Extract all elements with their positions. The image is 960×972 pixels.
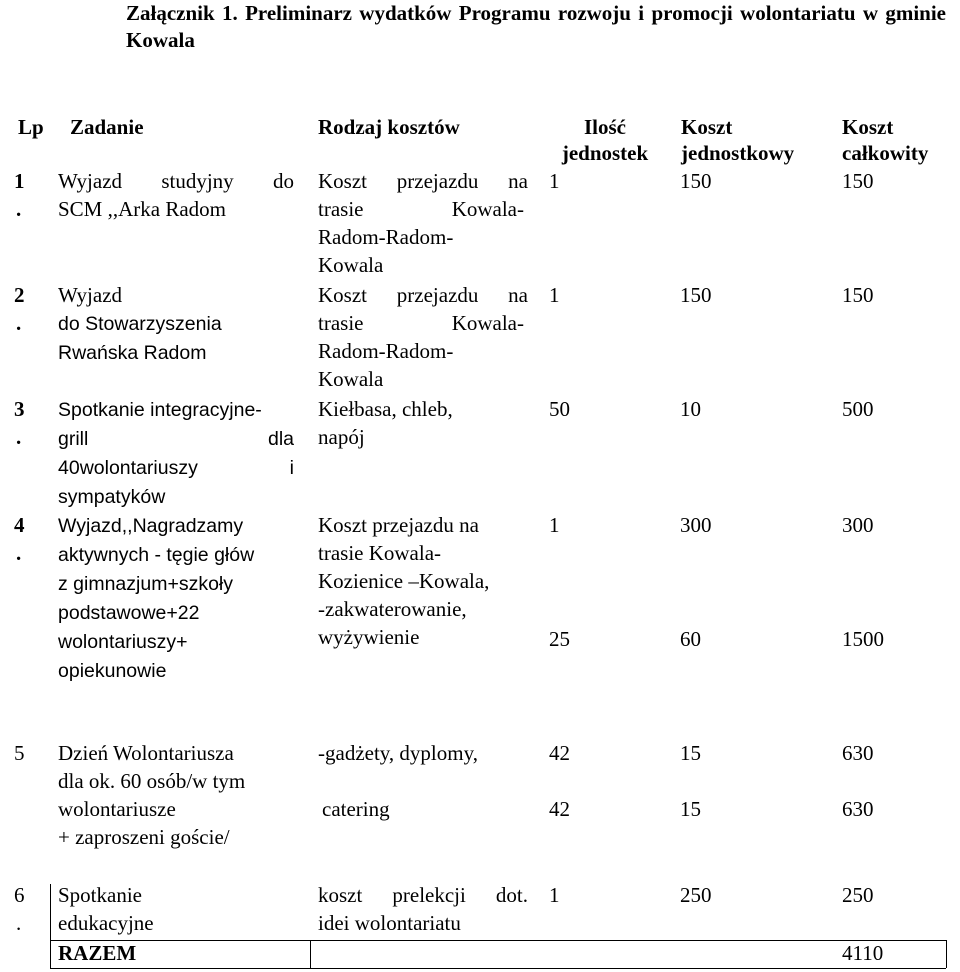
row-divider <box>50 968 946 969</box>
header-koszt-jednostkowy-line1: Koszt <box>681 115 733 139</box>
row-lp-dot: . <box>16 311 22 335</box>
row-rodzaj-line: -gadżety, dyplomy, <box>318 741 478 765</box>
row-rodzaj-line: Kowala <box>318 253 384 277</box>
row-koszt-jednostkowy: 300 <box>680 513 712 537</box>
row-rodzaj-line: napój <box>318 425 365 449</box>
row-ilosc: 1 <box>549 169 560 193</box>
row-lp-dot: . <box>16 425 22 449</box>
row-lp-number: 3 <box>14 397 25 421</box>
row-zadanie-line: Spotkanie <box>58 883 142 907</box>
row-koszt-jednostkowy: 10 <box>680 397 701 421</box>
header-lp: Lp <box>18 115 44 139</box>
row-koszt-calkowity: 500 <box>842 397 874 421</box>
row-rodzaj-line: catering <box>322 797 390 821</box>
row-lp-number: 6 <box>14 883 25 907</box>
row-zadanie-line: podstawowe+22 <box>58 602 200 624</box>
row-ilosc-second: 25 <box>549 627 570 651</box>
row-lp-number: 4 <box>14 513 25 537</box>
row-zadanie-line: dla ok. 60 osób/w tym <box>58 769 246 793</box>
row-zadanie-line: sympatyków <box>58 486 166 508</box>
row-koszt-jednostkowy-second: 15 <box>680 797 701 821</box>
row-koszt-calkowity: 250 <box>842 883 874 907</box>
row-rodzaj-line: trasie Kowala- <box>318 541 442 565</box>
row-zadanie-line: do Stowarzyszenia <box>58 313 222 335</box>
row-rodzaj-line: -zakwaterowanie, <box>318 597 467 621</box>
row-zadanie-line: grill dla <box>58 428 294 450</box>
row-koszt-jednostkowy: 150 <box>680 169 712 193</box>
row-rodzaj-line: wyżywienie <box>318 625 420 649</box>
row-lp-dot: . <box>16 911 22 935</box>
row-koszt-calkowity: 150 <box>842 169 874 193</box>
row-zadanie-line: Wyjazd studyjny do <box>58 169 294 193</box>
row-rodzaj-line: Kiełbasa, chleb, <box>318 397 453 421</box>
row-koszt-jednostkowy-second: 60 <box>680 627 701 651</box>
header-koszt-calkowity-line1: Koszt <box>842 115 894 139</box>
row-ilosc: 1 <box>549 283 560 307</box>
row-zadanie-line: SCM ,,Arka Radom <box>58 197 226 221</box>
row-lp-number: 5 <box>14 741 25 765</box>
header-koszt-calkowity-line2: całkowity <box>842 141 929 165</box>
total-label: RAZEM <box>58 941 137 965</box>
row-koszt-jednostkowy: 15 <box>680 741 701 765</box>
row-koszt-calkowity-second: 1500 <box>842 627 884 651</box>
row-zadanie-line: Rwańska Radom <box>58 342 207 364</box>
row-koszt-jednostkowy: 250 <box>680 883 712 907</box>
row-ilosc-second: 42 <box>549 797 570 821</box>
row-zadanie-line: Wyjazd,,Nagradzamy <box>58 515 244 537</box>
row-koszt-calkowity: 150 <box>842 283 874 307</box>
document-title <box>126 0 946 54</box>
row-rodzaj-line: Kowala <box>318 367 384 391</box>
row-rodzaj-line: Kozienice –Kowala, <box>318 569 490 593</box>
row-ilosc: 1 <box>549 513 560 537</box>
row-rodzaj-line: koszt prelekcji dot. <box>318 883 528 907</box>
row-rodzaj-line: idei wolontariatu <box>318 911 461 935</box>
row-rodzaj-line: trasie Kowala- <box>318 311 524 335</box>
row-ilosc: 50 <box>549 397 570 421</box>
row-lp-dot: . <box>16 197 22 221</box>
row-zadanie-line: wolontariuszy+ <box>58 631 188 653</box>
column-divider <box>50 940 51 968</box>
row-lp-number: 1 <box>14 169 25 193</box>
row-rodzaj-line: trasie Kowala- <box>318 197 524 221</box>
row-koszt-calkowity: 630 <box>842 741 874 765</box>
column-divider <box>946 940 947 968</box>
total-value: 4110 <box>842 941 884 965</box>
row-koszt-calkowity: 300 <box>842 513 874 537</box>
row-lp-number: 2 <box>14 283 25 307</box>
header-zadanie: Zadanie <box>70 115 144 139</box>
header-ilosc-line1: Ilość <box>584 115 626 139</box>
row-rodzaj-line: Radom-Radom- <box>318 225 454 249</box>
row-zadanie-line: wolontariusze <box>58 797 176 821</box>
row-zadanie-line: Spotkanie integracyjne- <box>58 399 262 421</box>
row-rodzaj-line: Koszt przejazdu na <box>318 513 479 537</box>
row-rodzaj-line: Radom-Radom- <box>318 339 454 363</box>
row-zadanie-line: z gimnazjum+szkoły <box>58 573 234 595</box>
row-zadanie-line: Dzień Wolontariusza <box>58 741 234 765</box>
header-ilosc-line2: jednostek <box>561 141 649 165</box>
row-zadanie-line: opiekunowie <box>58 660 167 682</box>
row-rodzaj-line: Koszt przejazdu na <box>318 283 528 307</box>
row-koszt-jednostkowy: 150 <box>680 283 712 307</box>
row-divider <box>50 940 946 941</box>
row-zadanie-line: 40wolontariuszy i <box>58 457 294 479</box>
row-zadanie-line: aktywnych - tęgie głów <box>58 544 255 566</box>
row-zadanie-line: edukacyjne <box>58 911 154 935</box>
column-divider <box>310 940 311 968</box>
row-zadanie-line: + zaproszeni goście/ <box>58 825 230 849</box>
row-ilosc: 42 <box>549 741 570 765</box>
row-ilosc: 1 <box>549 883 560 907</box>
header-rodzaj-kosztow: Rodzaj kosztów <box>318 115 460 139</box>
row-koszt-calkowity-second: 630 <box>842 797 874 821</box>
row-rodzaj-line: Koszt przejazdu na <box>318 169 528 193</box>
row-zadanie-line: Wyjazd <box>58 283 123 307</box>
document-title-text: Załącznik 1. Preliminarz wydatków Programu rozwoju i promocji wolontariatu w gminie Kowala <box>126 1 946 52</box>
header-koszt-jednostkowy-line2: jednostkowy <box>681 141 795 165</box>
row-lp-dot: . <box>16 541 22 565</box>
